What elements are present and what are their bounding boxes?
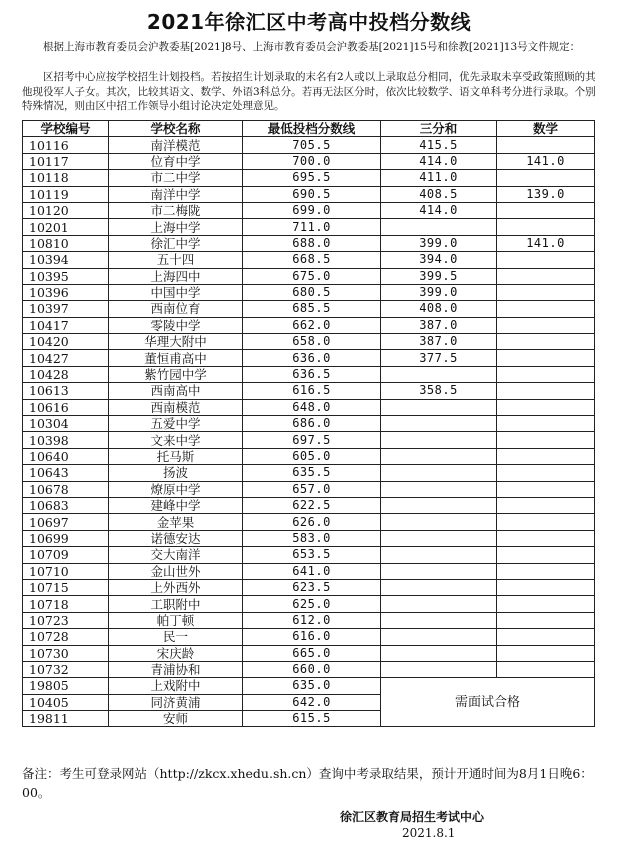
school-name-cell: 董恒甫高中 <box>109 350 243 366</box>
school-code-cell: 10394 <box>23 252 109 268</box>
school-code-cell: 10709 <box>23 547 109 563</box>
school-code-cell: 10117 <box>23 153 109 169</box>
table-row <box>23 252 595 268</box>
math-score-cell <box>497 170 595 186</box>
table-row <box>23 383 595 399</box>
school-code-cell: 10398 <box>23 432 109 448</box>
min-score-cell: 626.0 <box>243 514 381 530</box>
math-score-cell <box>497 629 595 645</box>
school-code-cell: 10119 <box>23 186 109 202</box>
intro-paragraph-2 <box>22 70 598 114</box>
school-name-cell: 上海四中 <box>109 268 243 284</box>
header-school-name: 学校名称 <box>109 121 243 137</box>
school-code-cell: 10730 <box>23 645 109 661</box>
school-name-cell: 西南位育 <box>109 301 243 317</box>
three-sum-cell: 411.0 <box>381 170 497 186</box>
table-row <box>23 579 595 595</box>
three-sum-cell: 415.5 <box>381 137 497 153</box>
min-score-cell: 700.0 <box>243 153 381 169</box>
school-name-cell: 位育中学 <box>109 153 243 169</box>
school-name-cell: 安师 <box>109 711 243 727</box>
min-score-cell: 690.5 <box>243 186 381 202</box>
intro-text-1: 根据上海市教育委员会沪教委基[2021]8号、上海市教育委员会沪教委基[2021]15号和徐教[2021]13号文件规定： <box>43 41 581 53</box>
table-row <box>23 530 595 546</box>
min-score-cell: 616.0 <box>243 629 381 645</box>
math-score-cell <box>497 596 595 612</box>
min-score-cell: 642.0 <box>243 694 381 710</box>
school-code-cell: 10304 <box>23 416 109 432</box>
math-score-cell <box>497 383 595 399</box>
school-code-cell: 10718 <box>23 596 109 612</box>
math-score-cell: 139.0 <box>497 186 595 202</box>
table-row <box>23 350 595 366</box>
header-min-score: 最低投档分数线 <box>243 121 381 137</box>
three-sum-cell: 387.0 <box>381 317 497 333</box>
math-score-cell: 141.0 <box>497 235 595 251</box>
math-score-cell <box>497 432 595 448</box>
table-row <box>23 629 595 645</box>
three-sum-cell <box>381 465 497 481</box>
school-code-cell: 10417 <box>23 317 109 333</box>
table-row <box>23 448 595 464</box>
three-sum-cell <box>381 514 497 530</box>
score-table <box>22 120 595 727</box>
school-name-cell: 徐汇中学 <box>109 235 243 251</box>
school-name-cell: 燎原中学 <box>109 481 243 497</box>
signature: 徐汇区教育局招生考试中心 <box>340 810 485 824</box>
school-code-cell: 10396 <box>23 284 109 300</box>
table-row <box>23 497 595 513</box>
school-code-cell: 10613 <box>23 383 109 399</box>
school-code-cell: 19805 <box>23 678 109 694</box>
school-code-cell: 10428 <box>23 366 109 382</box>
intro-text-2: 区招考中心应按学校招生计划投档。若按招生计划录取的末名有2人或以上录取总分相同，优先录取未享受政策照顾的其他现役军人子女。其次，比较其语文、数学、外语3科总分。若再无法区分时，依次比较数学、语文单科考分进行录取。个别特殊情况，则由区中招工作领导小组讨论决定处理意见。 <box>22 71 596 112</box>
math-score-cell <box>497 350 595 366</box>
header-three-subject-sum: 三分和 <box>381 121 497 137</box>
school-code-cell: 19811 <box>23 711 109 727</box>
min-score-cell: 605.0 <box>243 448 381 464</box>
math-score-cell <box>497 284 595 300</box>
school-name-cell: 青浦协和 <box>109 661 243 677</box>
table-row <box>23 416 595 432</box>
school-name-cell: 诺德安达 <box>109 530 243 546</box>
min-score-cell: 680.5 <box>243 284 381 300</box>
date: 2021.8.1 <box>402 826 456 840</box>
school-name-cell: 五爱中学 <box>109 416 243 432</box>
table-row <box>23 596 595 612</box>
math-score-cell <box>497 448 595 464</box>
school-code-cell: 10420 <box>23 334 109 350</box>
school-code-cell: 10201 <box>23 219 109 235</box>
table-row <box>23 317 595 333</box>
three-sum-cell <box>381 612 497 628</box>
header-school-code: 学校编号 <box>23 121 109 137</box>
three-sum-cell <box>381 530 497 546</box>
three-sum-cell <box>381 629 497 645</box>
table-row <box>23 219 595 235</box>
math-score-cell <box>497 219 595 235</box>
school-name-cell: 南洋中学 <box>109 186 243 202</box>
three-sum-cell <box>381 563 497 579</box>
school-name-cell: 托马斯 <box>109 448 243 464</box>
school-name-cell: 五十四 <box>109 252 243 268</box>
table-row <box>23 268 595 284</box>
math-score-cell <box>497 465 595 481</box>
school-code-cell: 10427 <box>23 350 109 366</box>
table-row <box>23 661 595 677</box>
school-code-cell: 10616 <box>23 399 109 415</box>
min-score-cell: 697.5 <box>243 432 381 448</box>
header-math: 数学 <box>497 121 595 137</box>
math-score-cell <box>497 661 595 677</box>
school-name-cell: 帕丁顿 <box>109 612 243 628</box>
three-sum-cell: 408.0 <box>381 301 497 317</box>
table-row <box>23 153 595 169</box>
min-score-cell: 636.5 <box>243 366 381 382</box>
min-score-cell: 623.5 <box>243 579 381 595</box>
table-row <box>23 465 595 481</box>
school-name-cell: 市二中学 <box>109 170 243 186</box>
min-score-cell: 668.5 <box>243 252 381 268</box>
table-row <box>23 514 595 530</box>
school-code-cell: 10723 <box>23 612 109 628</box>
math-score-cell <box>497 268 595 284</box>
school-code-cell: 10697 <box>23 514 109 530</box>
math-score-cell <box>497 202 595 218</box>
min-score-cell: 657.0 <box>243 481 381 497</box>
min-score-cell: 685.5 <box>243 301 381 317</box>
table-row <box>23 547 595 563</box>
school-name-cell: 南洋模范 <box>109 137 243 153</box>
school-name-cell: 上海中学 <box>109 219 243 235</box>
school-code-cell: 10120 <box>23 202 109 218</box>
math-score-cell <box>497 317 595 333</box>
min-score-cell: 662.0 <box>243 317 381 333</box>
three-sum-cell: 358.5 <box>381 383 497 399</box>
min-score-cell: 616.5 <box>243 383 381 399</box>
table-row <box>23 284 595 300</box>
school-code-cell: 10405 <box>23 694 109 710</box>
table-header-row <box>23 121 595 137</box>
table-row <box>23 612 595 628</box>
math-score-cell: 141.0 <box>497 153 595 169</box>
school-name-cell: 西南高中 <box>109 383 243 399</box>
intro-paragraph-1 <box>22 40 598 55</box>
interview-requirement-cell: 需面试合格 <box>381 678 595 727</box>
math-score-cell <box>497 497 595 513</box>
min-score-cell: 635.0 <box>243 678 381 694</box>
min-score-cell: 660.0 <box>243 661 381 677</box>
min-score-cell: 695.5 <box>243 170 381 186</box>
math-score-cell <box>497 645 595 661</box>
school-code-cell: 10640 <box>23 448 109 464</box>
min-score-cell: 622.5 <box>243 497 381 513</box>
three-sum-cell <box>381 416 497 432</box>
school-code-cell: 10699 <box>23 530 109 546</box>
school-code-cell: 10710 <box>23 563 109 579</box>
school-name-cell: 宋庆龄 <box>109 645 243 661</box>
table-row <box>23 170 595 186</box>
school-name-cell: 紫竹园中学 <box>109 366 243 382</box>
three-sum-cell <box>381 661 497 677</box>
school-code-cell: 10715 <box>23 579 109 595</box>
school-code-cell: 10643 <box>23 465 109 481</box>
table-row <box>23 678 595 694</box>
three-sum-cell: 387.0 <box>381 334 497 350</box>
table-row <box>23 137 595 153</box>
three-sum-cell: 394.0 <box>381 252 497 268</box>
school-name-cell: 金苹果 <box>109 514 243 530</box>
three-sum-cell <box>381 596 497 612</box>
min-score-cell: 583.0 <box>243 530 381 546</box>
footnote: 备注：考生可登录网站（http://zkcx.xhedu.sh.cn）查询中考录取结果，预计开通时间为8月1日晚6：00。 <box>22 766 593 800</box>
school-name-cell: 建峰中学 <box>109 497 243 513</box>
min-score-cell: 653.5 <box>243 547 381 563</box>
table-body <box>23 137 595 727</box>
math-score-cell <box>497 137 595 153</box>
min-score-cell: 641.0 <box>243 563 381 579</box>
three-sum-cell <box>381 645 497 661</box>
math-score-cell <box>497 530 595 546</box>
min-score-cell: 612.0 <box>243 612 381 628</box>
math-score-cell <box>497 481 595 497</box>
min-score-cell: 688.0 <box>243 235 381 251</box>
three-sum-cell <box>381 481 497 497</box>
table-row <box>23 645 595 661</box>
three-sum-cell: 377.5 <box>381 350 497 366</box>
school-code-cell: 10678 <box>23 481 109 497</box>
school-name-cell: 文来中学 <box>109 432 243 448</box>
school-code-cell: 10397 <box>23 301 109 317</box>
school-name-cell: 零陵中学 <box>109 317 243 333</box>
school-name-cell: 中国中学 <box>109 284 243 300</box>
three-sum-cell <box>381 579 497 595</box>
three-sum-cell: 414.0 <box>381 153 497 169</box>
min-score-cell: 675.0 <box>243 268 381 284</box>
school-name-cell: 工职附中 <box>109 596 243 612</box>
three-sum-cell <box>381 366 497 382</box>
school-code-cell: 10683 <box>23 497 109 513</box>
school-code-cell: 10395 <box>23 268 109 284</box>
min-score-cell: 711.0 <box>243 219 381 235</box>
school-name-cell: 同济黄浦 <box>109 694 243 710</box>
table-row <box>23 563 595 579</box>
min-score-cell: 686.0 <box>243 416 381 432</box>
min-score-cell: 705.5 <box>243 137 381 153</box>
table-row <box>23 481 595 497</box>
math-score-cell <box>497 252 595 268</box>
three-sum-cell: 414.0 <box>381 202 497 218</box>
math-score-cell <box>497 399 595 415</box>
min-score-cell: 625.0 <box>243 596 381 612</box>
math-score-cell <box>497 301 595 317</box>
school-name-cell: 民一 <box>109 629 243 645</box>
school-name-cell: 扬波 <box>109 465 243 481</box>
table-row <box>23 432 595 448</box>
math-score-cell <box>497 416 595 432</box>
math-score-cell <box>497 334 595 350</box>
school-code-cell: 10732 <box>23 661 109 677</box>
min-score-cell: 699.0 <box>243 202 381 218</box>
min-score-cell: 648.0 <box>243 399 381 415</box>
three-sum-cell <box>381 432 497 448</box>
table-row <box>23 202 595 218</box>
table-row <box>23 366 595 382</box>
school-name-cell: 西南模范 <box>109 399 243 415</box>
school-code-cell: 10810 <box>23 235 109 251</box>
three-sum-cell: 399.0 <box>381 235 497 251</box>
table-row <box>23 235 595 251</box>
three-sum-cell <box>381 399 497 415</box>
min-score-cell: 665.0 <box>243 645 381 661</box>
table-row <box>23 186 595 202</box>
min-score-cell: 615.5 <box>243 711 381 727</box>
school-name-cell: 上戏附中 <box>109 678 243 694</box>
math-score-cell <box>497 514 595 530</box>
min-score-cell: 635.5 <box>243 465 381 481</box>
three-sum-cell: 399.5 <box>381 268 497 284</box>
math-score-cell <box>497 366 595 382</box>
school-code-cell: 10118 <box>23 170 109 186</box>
three-sum-cell <box>381 547 497 563</box>
school-name-cell: 上外西外 <box>109 579 243 595</box>
school-name-cell: 华理大附中 <box>109 334 243 350</box>
math-score-cell <box>497 579 595 595</box>
min-score-cell: 658.0 <box>243 334 381 350</box>
three-sum-cell: 399.0 <box>381 284 497 300</box>
min-score-cell: 636.0 <box>243 350 381 366</box>
school-name-cell: 金山世外 <box>109 563 243 579</box>
math-score-cell <box>497 612 595 628</box>
three-sum-cell <box>381 497 497 513</box>
three-sum-cell <box>381 219 497 235</box>
school-name-cell: 市二梅陇 <box>109 202 243 218</box>
school-code-cell: 10728 <box>23 629 109 645</box>
three-sum-cell <box>381 448 497 464</box>
math-score-cell <box>497 547 595 563</box>
three-sum-cell: 408.5 <box>381 186 497 202</box>
math-score-cell <box>497 563 595 579</box>
table-row <box>23 301 595 317</box>
school-code-cell: 10116 <box>23 137 109 153</box>
page-title: 2021年徐汇区中考高中投档分数线 <box>146 10 472 34</box>
school-name-cell: 交大南洋 <box>109 547 243 563</box>
table-row <box>23 399 595 415</box>
table-row <box>23 334 595 350</box>
